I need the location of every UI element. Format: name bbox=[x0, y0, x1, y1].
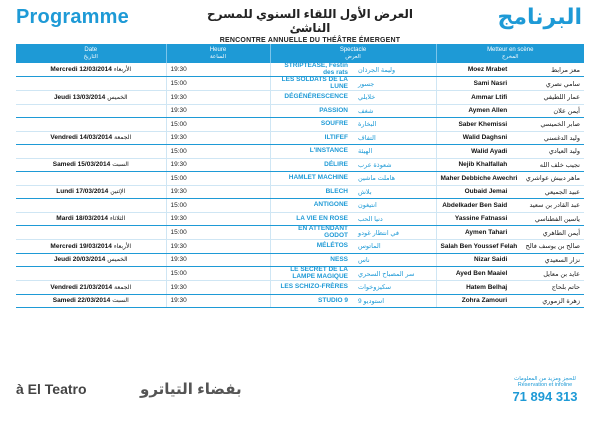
venue-fr: à El Teatro bbox=[16, 381, 87, 397]
booking-box bbox=[500, 376, 590, 404]
table-row bbox=[16, 212, 584, 226]
director-name-ar: صالح بن يوسف فالح bbox=[525, 243, 580, 251]
show-title-fr: LE SECRET DE LA LAMPE MAGIQUE bbox=[290, 266, 348, 280]
col-header-date: Date التاريخ bbox=[16, 44, 166, 63]
show-title-ar: هاملت ماشين bbox=[358, 175, 396, 183]
row-time: 15:00 bbox=[166, 145, 270, 159]
row-show bbox=[270, 281, 436, 295]
table-row bbox=[16, 253, 584, 267]
row-time: 19:30 bbox=[166, 294, 270, 308]
show-title-fr: DÉGÉNÉRESCENCE bbox=[284, 93, 348, 100]
row-director bbox=[436, 145, 584, 159]
table-row bbox=[16, 267, 584, 281]
director-name-fr: Hatem Belhaj bbox=[466, 283, 508, 291]
director-name-fr: Zohra Zamouri bbox=[461, 297, 508, 305]
director-name-ar: عبد القادر بن سعيد bbox=[529, 202, 580, 210]
show-title-ar: سكيزوخوات bbox=[358, 284, 392, 292]
show-title-ar: جسور bbox=[358, 80, 375, 88]
row-show bbox=[270, 131, 436, 145]
row-director bbox=[436, 199, 584, 213]
director-name-ar: زهرة الزموري bbox=[542, 297, 580, 305]
show-title-fr: DÉLIRE bbox=[324, 160, 348, 168]
director-name-ar: ياسين الفطناسي bbox=[534, 215, 580, 223]
event-logo bbox=[200, 7, 420, 44]
table-row bbox=[16, 185, 584, 199]
row-time: 15:00 bbox=[166, 199, 270, 213]
show-title-ar: الماتوس bbox=[358, 243, 381, 251]
show-title-fr: LA VIE EN ROSE bbox=[296, 214, 348, 222]
row-director bbox=[436, 226, 584, 240]
row-time: 15:00 bbox=[166, 267, 270, 281]
row-date: Mercredi 19/03/2014 الأربعاء bbox=[16, 240, 166, 254]
table-row bbox=[16, 77, 584, 91]
row-time: 15:00 bbox=[166, 118, 270, 132]
row-date: Vendredi 14/03/2014 الجمعة bbox=[16, 131, 166, 145]
row-director bbox=[436, 77, 584, 91]
row-director bbox=[436, 63, 584, 77]
page-footer bbox=[0, 372, 600, 424]
show-title-ar: التفاف bbox=[358, 134, 376, 142]
director-name-fr: Ammar Ltifi bbox=[471, 93, 508, 101]
table-row bbox=[16, 294, 584, 308]
booking-phone[interactable]: 71 894 313 bbox=[512, 389, 578, 404]
table-row bbox=[16, 63, 584, 77]
row-show bbox=[270, 145, 436, 159]
show-title-fr: LES SOLDATS DE LA LUNE bbox=[281, 76, 348, 90]
row-show bbox=[270, 185, 436, 199]
director-name-fr: Moez Mrabet bbox=[467, 66, 508, 73]
booking-label-fr: Réservation et infoline bbox=[517, 382, 573, 388]
show-title-fr: L'INSTANCE bbox=[309, 147, 348, 154]
show-title-fr: ANTIGONE bbox=[313, 201, 348, 208]
table-row bbox=[16, 118, 584, 132]
row-show bbox=[270, 91, 436, 105]
col-header-show: Spectacle العرض bbox=[270, 44, 436, 63]
row-show bbox=[270, 63, 436, 77]
row-date bbox=[16, 77, 166, 91]
show-title-fr: LES SCHIZO-FRÈRES bbox=[280, 283, 348, 290]
director-name-ar: نزار السعيدي bbox=[544, 256, 580, 264]
row-date bbox=[16, 267, 166, 281]
row-time: 15:00 bbox=[166, 226, 270, 240]
row-time: 19:30 bbox=[166, 91, 270, 105]
director-name-fr: Sami Nasri bbox=[473, 80, 508, 87]
show-title-ar: خلايلي bbox=[358, 94, 376, 102]
row-director bbox=[436, 118, 584, 132]
row-time: 19:30 bbox=[166, 63, 270, 77]
row-date: Jeudi 20/03/2014 الخميس bbox=[16, 253, 166, 267]
row-date bbox=[16, 145, 166, 159]
table-row bbox=[16, 158, 584, 172]
show-title-ar: في انتظار غودو bbox=[358, 229, 399, 237]
row-date bbox=[16, 226, 166, 240]
table-row bbox=[16, 131, 584, 145]
show-title-ar: البخارة bbox=[358, 121, 377, 129]
row-time: 15:00 bbox=[166, 77, 270, 91]
director-name-ar: ماهر دبيش عواشري bbox=[525, 175, 580, 183]
table-row bbox=[16, 91, 584, 105]
director-name-ar: وليد الدغسني bbox=[543, 134, 580, 142]
programme-table bbox=[16, 44, 584, 308]
director-name-ar: وليد العيادي bbox=[548, 148, 580, 156]
row-show bbox=[270, 226, 436, 240]
row-director bbox=[436, 240, 584, 254]
show-title-ar: استوديو 9 bbox=[358, 297, 385, 305]
row-show bbox=[270, 77, 436, 91]
row-date bbox=[16, 199, 166, 213]
row-time: 19:30 bbox=[166, 131, 270, 145]
row-show bbox=[270, 294, 436, 308]
show-title-fr: ILTIFEF bbox=[324, 133, 348, 141]
show-title-ar: شعوذة عرب bbox=[358, 161, 392, 169]
row-date bbox=[16, 104, 166, 118]
row-show bbox=[270, 118, 436, 132]
row-director bbox=[436, 172, 584, 186]
row-show bbox=[270, 199, 436, 213]
show-title-fr: STRIPTEASE, Festin des rats bbox=[284, 63, 348, 76]
col-header-hour: Heure الساعة bbox=[166, 44, 270, 63]
row-time: 19:30 bbox=[166, 185, 270, 199]
director-name-ar: نجيب خلف الله bbox=[539, 161, 580, 169]
director-name-ar: أيمن الطاهري bbox=[542, 229, 580, 237]
row-director bbox=[436, 294, 584, 308]
table-row bbox=[16, 104, 584, 118]
row-director bbox=[436, 185, 584, 199]
show-title-ar: وليمة الجرذان bbox=[358, 66, 396, 74]
director-name-fr: Yassine Fatnassi bbox=[454, 215, 508, 223]
row-date bbox=[16, 118, 166, 132]
director-name-fr: Walid Ayadi bbox=[471, 147, 508, 155]
row-director bbox=[436, 131, 584, 145]
row-director bbox=[436, 212, 584, 226]
director-name-ar: عمار اللطيفي bbox=[543, 94, 580, 102]
row-show bbox=[270, 104, 436, 118]
row-date: Samedi 15/03/2014 السبت bbox=[16, 158, 166, 172]
event-title-fr: RENCONTRE ANNUELLE DU THÉÂTRE ÉMERGENT bbox=[219, 37, 401, 44]
director-name-ar: حاتم بلحاج bbox=[551, 284, 580, 292]
row-time: 19:30 bbox=[166, 212, 270, 226]
show-title-ar: انتيغون bbox=[358, 202, 377, 210]
table-row bbox=[16, 281, 584, 295]
director-name-fr: Saber Khemissi bbox=[458, 120, 508, 128]
row-director bbox=[436, 104, 584, 118]
director-name-ar: أيمن علان bbox=[553, 107, 580, 115]
director-name-fr: Maher Debbiche Awechri bbox=[440, 174, 518, 182]
page-header bbox=[0, 0, 600, 44]
table-header-row bbox=[16, 44, 584, 63]
director-name-fr: Aymen Tahari bbox=[464, 229, 508, 236]
venue-ar: بفضاء التياترو bbox=[140, 381, 242, 398]
page-title-ar: البرنامج bbox=[497, 4, 582, 29]
show-title-fr: MÉLÉTOS bbox=[316, 242, 348, 249]
show-title-ar: شغف bbox=[358, 107, 374, 115]
table-row bbox=[16, 240, 584, 254]
table-row bbox=[16, 172, 584, 186]
table-row bbox=[16, 199, 584, 213]
director-name-fr: Nejib Khalfallah bbox=[458, 161, 508, 169]
row-date: Samedi 22/03/2014 السبت bbox=[16, 294, 166, 308]
row-date bbox=[16, 172, 166, 186]
table-row bbox=[16, 145, 584, 159]
row-show bbox=[270, 253, 436, 267]
show-title-fr: STUDIO 9 bbox=[318, 296, 348, 304]
row-date: Lundi 17/03/2014 الإثنين bbox=[16, 185, 166, 199]
director-name-fr: Walid Daghsni bbox=[462, 134, 508, 142]
show-title-fr: PASSION bbox=[319, 106, 348, 114]
row-date: Jeudi 13/03/2014 الخميس bbox=[16, 91, 166, 105]
show-title-ar: الهيئة bbox=[358, 148, 373, 156]
director-name-ar: عبيد الجميعي bbox=[544, 188, 580, 196]
row-show bbox=[270, 172, 436, 186]
row-show bbox=[270, 158, 436, 172]
show-title-fr: EN ATTENDANT GODOT bbox=[298, 225, 348, 239]
row-show bbox=[270, 240, 436, 254]
show-title-ar: بلاش bbox=[358, 188, 372, 196]
col-header-director: Metteur en scène المخرج bbox=[436, 44, 584, 63]
show-title-ar: سر المصباح السحري bbox=[358, 270, 415, 278]
row-show bbox=[270, 212, 436, 226]
table-row bbox=[16, 226, 584, 240]
booking-label-ar: للحجز ومزيد من المعلومات bbox=[514, 376, 576, 382]
row-director bbox=[436, 253, 584, 267]
director-name-fr: Ayed Ben Maaiel bbox=[455, 270, 508, 277]
show-title-fr: BLECH bbox=[325, 187, 348, 195]
row-date: Mercredi 12/03/2014 الأربعاء bbox=[16, 63, 166, 77]
row-time: 15:00 bbox=[166, 172, 270, 186]
show-title-fr: HAMLET MACHINE bbox=[288, 174, 348, 181]
director-name-fr: Nizar Saidi bbox=[474, 256, 508, 264]
page-title-fr: Programme bbox=[16, 6, 129, 28]
director-name-fr: Aymen Allen bbox=[468, 107, 508, 115]
row-director bbox=[436, 267, 584, 281]
show-title-ar: دنيا الحب bbox=[358, 215, 383, 223]
show-title-ar: ناس bbox=[358, 256, 370, 264]
show-title-fr: SOUFRE bbox=[320, 120, 348, 127]
director-name-fr: Salah Ben Youssef Felah bbox=[440, 242, 518, 250]
row-show bbox=[270, 267, 436, 281]
director-name-fr: Abdelkader Ben Said bbox=[442, 201, 508, 209]
event-title-ar: العرض الأول اللقاء السنوي للمسرح الناشئ bbox=[206, 7, 414, 35]
row-date: Mardi 18/03/2014 الثلاثاء bbox=[16, 212, 166, 226]
row-director bbox=[436, 158, 584, 172]
show-title-fr: NESS bbox=[330, 255, 348, 263]
director-name-ar: عايد بن معايل bbox=[543, 270, 580, 278]
row-date: Vendredi 21/03/2014 الجمعة bbox=[16, 281, 166, 295]
row-time: 19:30 bbox=[166, 158, 270, 172]
director-name-ar: صابر الخميسي bbox=[540, 121, 580, 129]
row-time: 19:30 bbox=[166, 240, 270, 254]
director-name-ar: سامي نصري bbox=[545, 80, 580, 88]
row-director bbox=[436, 91, 584, 105]
row-director bbox=[436, 281, 584, 295]
director-name-fr: Oubaid Jemai bbox=[464, 188, 508, 196]
row-time: 19:30 bbox=[166, 253, 270, 267]
row-time: 19:30 bbox=[166, 104, 270, 118]
row-time: 19:30 bbox=[166, 281, 270, 295]
director-name-ar: معز مرابط bbox=[551, 66, 580, 74]
